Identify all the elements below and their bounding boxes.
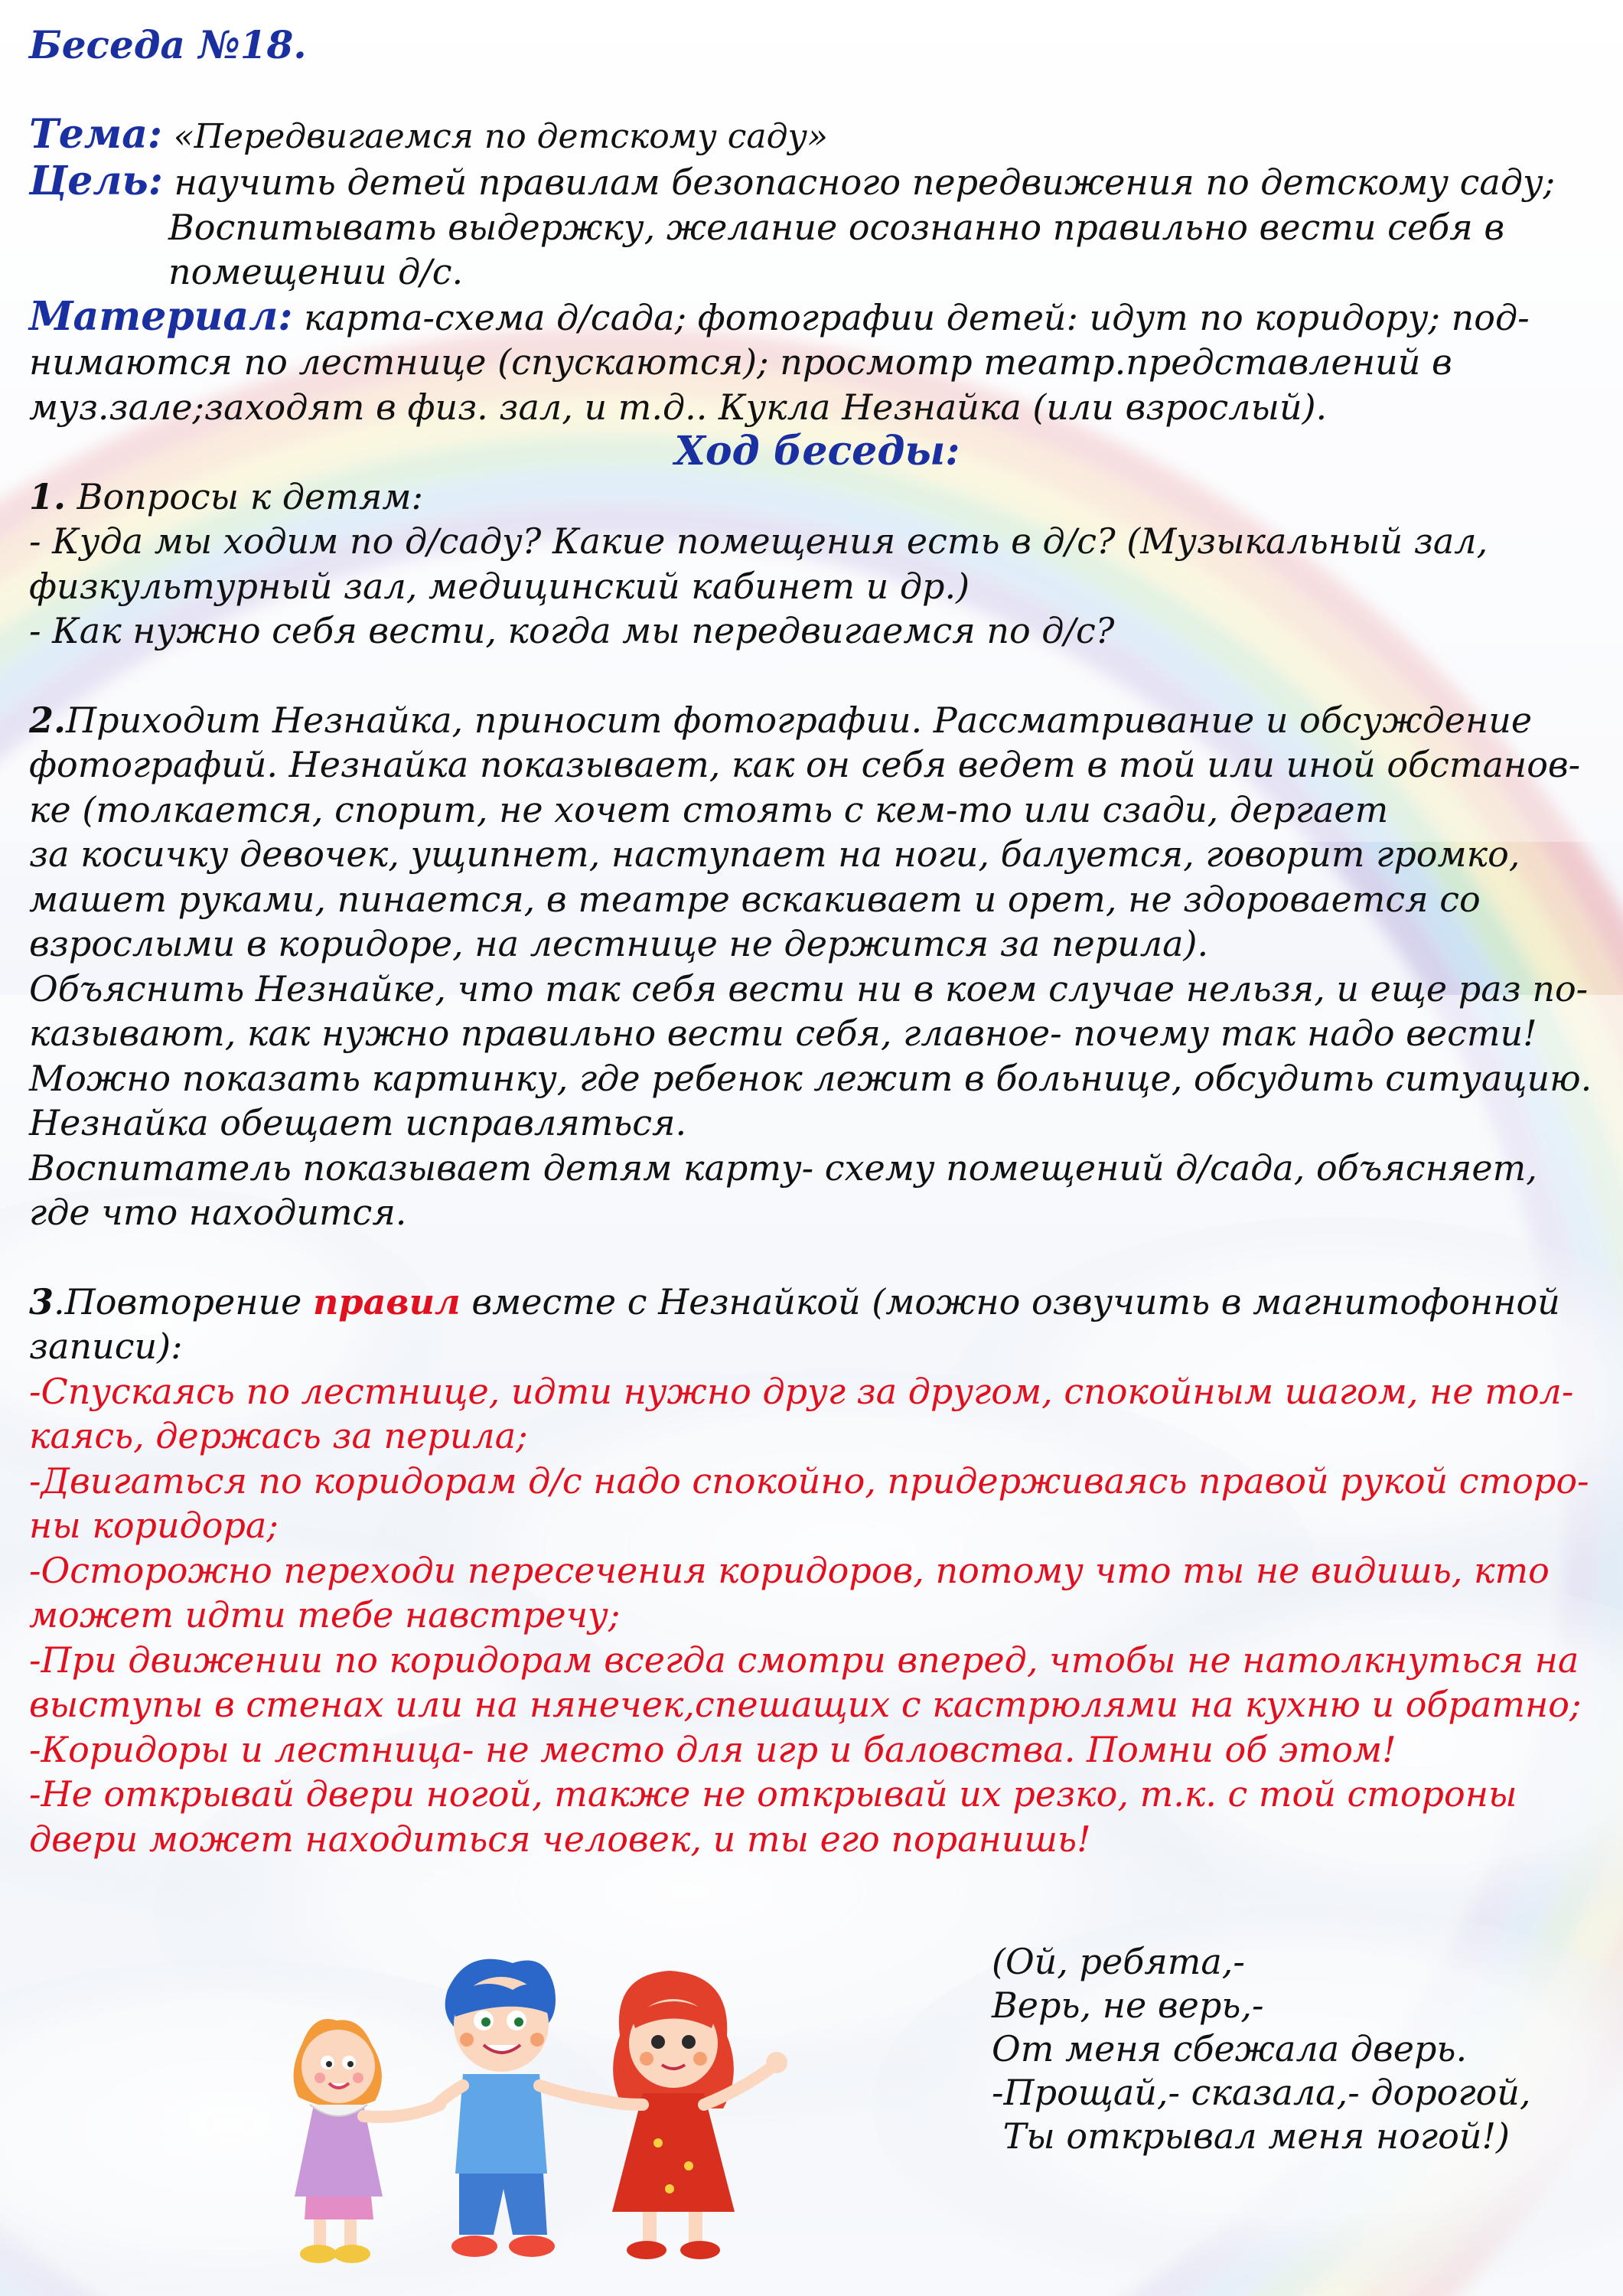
page-title: Беседа №18. bbox=[29, 22, 307, 67]
section2-line-11: где что находится. bbox=[29, 1192, 407, 1233]
goal-text-3: помещении д/с. bbox=[168, 251, 464, 292]
rule-line-10: -Не открывай двери ногой, также не открывай их резко, т.к. с той стороны bbox=[29, 1773, 1517, 1815]
section1-title: Вопросы к детям: bbox=[66, 475, 423, 517]
poem-line-1: (Ой, ребята,- bbox=[992, 1941, 1245, 1982]
section3-number: 3 bbox=[29, 1280, 54, 1322]
section1-head bbox=[29, 475, 1605, 520]
rule-line-3: -Двигаться по коридорам д/с надо спокойно, придерживаясь правой рукой сторо- bbox=[29, 1459, 1589, 1502]
section2-line-9: Незнайка обещает исправляться. bbox=[29, 1102, 687, 1143]
section1-line-1: - Куда мы ходим по д/саду? Какие помещения есть в д/с? (Музыкальный зал, bbox=[29, 520, 1488, 562]
spacer bbox=[29, 1235, 1605, 1280]
section2-line-1: фотографий. Незнайка показывает, как он себя ведет в той или иной обстанов- bbox=[29, 744, 1581, 785]
section2-line-6: Объяснить Незнайке, что так себя вести ни в коем случае нельзя, и еще раз по- bbox=[29, 967, 1589, 1009]
section2-line-8: Можно показать картинку, где ребенок лежит в больнице, обсудить ситуацию. bbox=[29, 1057, 1592, 1099]
section2-line-4: машет руками, пинается, в театре вскакивает и орет, не здоровается со bbox=[29, 878, 1481, 920]
material-label: Материал: bbox=[29, 292, 293, 340]
rule-line-4: ны коридора; bbox=[29, 1505, 279, 1546]
section2-line-10: Воспитатель показывает детям карту- схему помещений д/сада, объясняет, bbox=[29, 1146, 1537, 1189]
poem-line-3: От меня сбежала дверь. bbox=[992, 2028, 1468, 2069]
material-text-1: карта-схема д/сада; фотографии детей: идут по коридору; под- bbox=[304, 296, 1530, 338]
section2-line-2: ке (толкается, спорит, не хочет стоять с кем-то или сзади, дергает bbox=[29, 788, 1389, 830]
section3-post: вместе с Незнайкой (можно озвучить в магнитофонной bbox=[460, 1280, 1560, 1322]
section2-line-3: за косичку девочек, ущипнет, наступает на ноги, балуется, говорит громко, bbox=[29, 833, 1520, 875]
section2-head bbox=[29, 698, 1605, 743]
goal-text-2: Воспитывать выдержку, желание осознанно правильно вести себя в bbox=[168, 206, 1505, 248]
rule-line-11: двери может находиться человек, и ты его поранишь! bbox=[29, 1818, 1091, 1860]
girl-left-figure bbox=[294, 2019, 440, 2263]
rule-line-9: -Коридоры и лестница- не место для игр и баловства. Помни об этом! bbox=[29, 1728, 1396, 1770]
boy-middle-figure bbox=[436, 1959, 605, 2257]
document-body bbox=[29, 23, 1605, 1861]
rule-line-6: может идти тебе навстречу; bbox=[29, 1594, 621, 1636]
section1-line-3: - Как нужно себя вести, когда мы передвигаемся по д/с? bbox=[29, 610, 1115, 651]
girl-right-figure bbox=[605, 1971, 787, 2259]
rule-line-1: -Спускаясь по лестнице, идти нужно друг за другом, спокойным шагом, не тол- bbox=[29, 1370, 1574, 1412]
spacer bbox=[29, 654, 1605, 698]
topic-text: «Передвигаемся по детскому саду» bbox=[173, 116, 828, 156]
section3-pre: .Повторение bbox=[54, 1280, 313, 1322]
rule-line-2: каясь, держась за перила; bbox=[29, 1415, 528, 1456]
section2-number: 2. bbox=[29, 699, 67, 741]
section1-line-2: физкультурный зал, медицинский кабинет и др.) bbox=[29, 565, 970, 607]
rule-line-7: -При движении по коридорам всегда смотри вперед, чтобы не натолкнуться на bbox=[29, 1639, 1579, 1681]
topic-line bbox=[29, 110, 1605, 160]
section3-emphasis: правил bbox=[312, 1280, 461, 1322]
material-line bbox=[29, 292, 1605, 341]
material-text-2: нимаются по лестнице (спускаются); просмотр театр.представлений в bbox=[29, 341, 1452, 383]
poem-line-5: Ты открывал меня ногой!) bbox=[992, 2115, 1510, 2157]
section2-line-5: взрослыми в коридоре, на лестнице не держится за перила). bbox=[29, 923, 1209, 964]
section3-head bbox=[29, 1280, 1605, 1325]
cartoon-children-illustration bbox=[283, 1944, 926, 2288]
poem-block bbox=[992, 1940, 1531, 2158]
poem-line-4: -Прощай,- сказала,- дорогой, bbox=[992, 2072, 1531, 2113]
goal-label: Цель: bbox=[29, 158, 163, 204]
section2-title: Приходит Незнайка, приносит фотографии. Рассматривание и обсуждение bbox=[66, 699, 1533, 741]
goal-text-1: научить детей правилам безопасного передвижения по детскому саду; bbox=[174, 161, 1556, 203]
rule-line-5: -Осторожно переходи пересечения коридоров, потому что ты не видишь, кто bbox=[29, 1549, 1550, 1591]
poem-line-2: Верь, не верь,- bbox=[992, 1985, 1264, 2026]
topic-label: Тема: bbox=[29, 110, 163, 158]
section1-number: 1. bbox=[29, 475, 67, 517]
material-text-3: муз.зале;заходят в физ. зал, и т.д.. Кукла Незнайка (или взрослый). bbox=[29, 386, 1328, 428]
course-heading: Ход беседы: bbox=[674, 428, 960, 475]
rule-line-8: выступы в стенах или на нянечек,спешащих с кастрюлями на кухню и обратно; bbox=[29, 1684, 1582, 1725]
section2-line-7: казывают, как нужно правильно вести себя, главное- почему так надо вести! bbox=[29, 1013, 1537, 1054]
section3-line-2: записи): bbox=[29, 1326, 183, 1367]
goal-line bbox=[29, 159, 1605, 205]
